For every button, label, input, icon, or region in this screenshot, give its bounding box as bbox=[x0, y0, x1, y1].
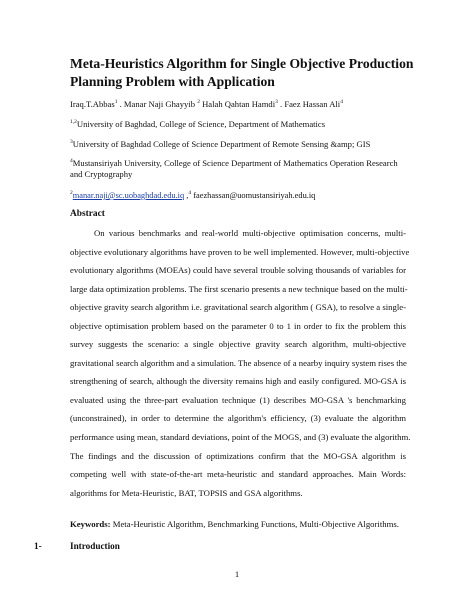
author-name: . Manar Naji Ghayyib bbox=[119, 99, 196, 109]
abstract-line: performance using mean, standard deviations, point of the MOGS, and (3) evaluate the algorithm. bbox=[70, 432, 411, 443]
affiliation bbox=[70, 158, 410, 180]
abstract-line: algorithms for Meta-Heuristic, BAT, TOPSIS and GSA algorithms. bbox=[70, 487, 303, 498]
author-name: Iraq.T.Abbas bbox=[70, 99, 115, 109]
keywords-text: Meta-Heuristic Algorithm, Benchmarking Functions, Multi-Objective Algorithms. bbox=[110, 519, 399, 529]
abstract-line: evolutionary algorithms (MOEAs) could have several trouble solving thousands of variables for bbox=[70, 265, 406, 276]
page-number: 1 bbox=[234, 569, 240, 579]
abstract-line: On various benchmarks and real-world multi-objective optimisation concerns, multi- bbox=[94, 228, 406, 238]
section-heading bbox=[34, 541, 120, 551]
abstract-line: objective optimisation problem based on the parameter 0 to 1 in order to fix the problem this bbox=[70, 320, 406, 331]
contact-emails: $^2$manar.naji@sc.uobaghdad.edu.iq ,$^4$ faezhassan@uomustansiriyah.edu.iq bbox=[70, 190, 316, 200]
email-mark: 4 bbox=[188, 190, 192, 197]
abstract-heading: Abstract bbox=[70, 209, 105, 219]
author-name: . Faez Hassan Ali bbox=[280, 99, 341, 109]
author-affiliation-mark: 2 bbox=[197, 99, 200, 106]
author-affiliation-mark: 4 bbox=[340, 99, 343, 106]
email-text: faezhassan@uomustansiriyah.edu.iq bbox=[193, 191, 316, 200]
email-link[interactable]: manar.naji@sc.uobaghdad.edu.iq bbox=[72, 191, 185, 200]
abstract-body bbox=[70, 224, 411, 502]
abstract-line: The findings and the discussion of optimizations confirm that the MO-GSA algorithm is bbox=[70, 450, 406, 461]
author-affiliation-mark: 3 bbox=[275, 99, 278, 106]
abstract-line: large data optimization problems. The first scenario presents a new technique based on the multi- bbox=[70, 283, 408, 294]
abstract-line: evaluated using the three-part evaluation technique (1) describes MO-GSA 's benchmarking bbox=[70, 394, 406, 405]
abstract-line: strengthening of search, although the diversity remains high and easily configured. MO-GSA is bbox=[70, 376, 406, 387]
email-mark: 2 bbox=[70, 190, 73, 197]
author-list bbox=[70, 99, 420, 110]
author-affiliation-mark: 1 bbox=[114, 99, 118, 106]
abstract-line: competing well with state-of-the-art meta-heuristic and standard approaches. Main Words: bbox=[70, 469, 406, 480]
affiliation bbox=[70, 119, 410, 130]
keywords-label: Keywords: bbox=[70, 519, 111, 529]
affiliation-mark: 3 bbox=[70, 139, 73, 146]
affiliation-text: University of Baghdad College of Science Department of Remote Sensing &amp; GIS bbox=[72, 139, 371, 149]
keywords bbox=[70, 519, 410, 529]
affiliation-mark: 1,2 bbox=[70, 119, 77, 126]
paper-title: Meta-Heuristics Algorithm for Single Objective Production Planning Problem with Application bbox=[70, 56, 414, 89]
affiliation-text: University of Baghdad, College of Science, Department of Mathematics bbox=[76, 119, 326, 129]
affiliation bbox=[70, 139, 410, 150]
author-name: Halah Qahtan Hamdi bbox=[202, 99, 276, 109]
section-title: Introduction bbox=[70, 541, 120, 551]
abstract-line: objective evolutionary algorithms have proven to be well implemented. However, multi-objective bbox=[70, 246, 410, 257]
section-number: 1- bbox=[34, 541, 42, 551]
affiliation-mark: 4 bbox=[70, 158, 73, 165]
abstract-line: (unconstrained), in order to determine the algorithm's efficiency, (3) evaluate the algorithm bbox=[70, 413, 406, 424]
affiliation-text: Mustansiriyah University, College of Science Department of Mathematics Operation Research and Cryptography bbox=[70, 158, 398, 180]
abstract-line: objective gravity search algorithm i.e. gravitational search algorithm ( GSA), to resolve a single- bbox=[70, 302, 406, 313]
abstract-line: survey suggests the scenario: a single objective gravity search algorithm, multi-objective bbox=[70, 339, 406, 350]
abstract-line: gravitational search algorithm and a simulation. The absence of a nearby inquiry system rises the bbox=[70, 357, 407, 368]
